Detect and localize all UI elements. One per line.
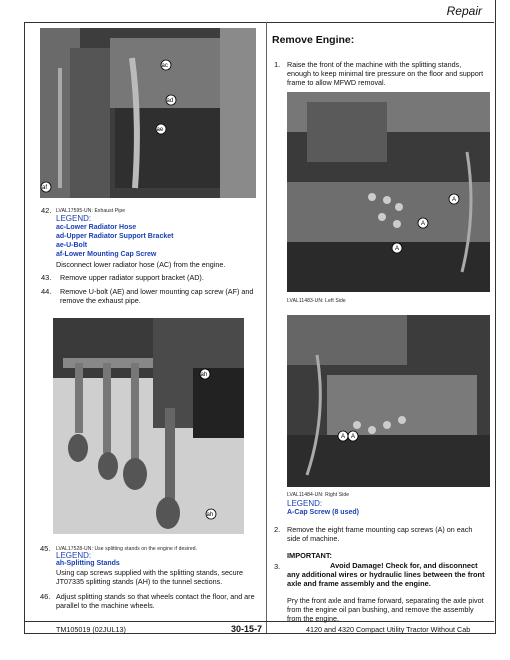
step-2-line2: side of machine.: [287, 534, 340, 543]
step-1-line1: Raise the front of the machine with the splitting stands,: [287, 60, 462, 69]
photo-4-caption: LVAL11484-UN: Right Side: [287, 492, 350, 498]
step-45-caption: LVAL17528-UN: Use splitting stands on the engine if desired.: [56, 546, 198, 552]
step-46-number: 46.: [40, 592, 51, 601]
photo-3-caption: LVAL11483-UN: Left Side: [287, 298, 346, 304]
page-header: [24, 0, 494, 23]
svg-text:A: A: [351, 434, 356, 440]
pry-line1: Pry the front axle and frame forward, separating the axle pivot: [287, 596, 484, 605]
callout-ah-1: [200, 369, 210, 379]
svg-text:ah: ah: [200, 372, 208, 378]
callout-a-5: [348, 431, 358, 441]
legend-item-ah: ah-Splitting Stands: [56, 560, 120, 567]
callout-af: [41, 182, 51, 192]
svg-text:ac: ac: [161, 63, 168, 69]
step-45-legend-title: LEGEND:: [56, 551, 92, 560]
legend-item-ae: ae-U-Bolt: [56, 242, 88, 249]
step-42-number: 42.: [41, 206, 52, 215]
footer-doc-id: TM105019 (02JUL13): [56, 625, 126, 634]
legend-item-a: A-Cap Screw (8 used): [287, 509, 359, 516]
step-3-number: 3.: [274, 562, 281, 571]
step-42-text: Disconnect lower radiator hose (AC) from the engine.: [56, 260, 226, 269]
important-line2: any additional wires or hydraulic lines between the front: [287, 570, 485, 579]
callout-a-1: [449, 194, 459, 204]
step-42-caption: LVAL17595-UN: Exhaust Pipe: [56, 208, 126, 214]
step-45-number: 45.: [40, 544, 51, 553]
svg-text:ah: ah: [206, 512, 214, 518]
svg-text:A: A: [341, 434, 346, 440]
step-46-text-line2: parallel to the machine wheels.: [56, 601, 155, 610]
right-side-photo: [287, 315, 490, 487]
svg-text:A: A: [421, 221, 426, 227]
step-2-number: 2.: [274, 525, 281, 534]
svg-text:ae: ae: [156, 127, 164, 133]
step-43-text: Remove upper radiator support bracket (AD).: [60, 273, 204, 282]
left-side-photo: [287, 92, 490, 292]
pry-line3: from the engine.: [287, 614, 339, 623]
legend-item-af: af-Lower Mounting Cap Screw: [56, 251, 157, 258]
footer-title: 4120 and 4320 Compact Utility Tractor Without Cab: [306, 625, 471, 634]
step-45-text-line1: Using cap screws supplied with the splitting stands, secure: [56, 568, 243, 577]
svg-text:af: af: [42, 185, 48, 191]
callout-ah-2: [206, 509, 216, 519]
callout-ad: [166, 95, 176, 105]
important-line3: axle and frame assembly and the engine.: [287, 579, 431, 588]
exhaust-pipe-photo: [40, 28, 256, 198]
step-1-line3: frame to allow MFWD removal.: [287, 78, 386, 87]
legend-item-ac: ac-Lower Radiator Hose: [56, 224, 137, 231]
svg-text:A: A: [452, 197, 457, 203]
photo-4-legend-title: LEGEND:: [287, 499, 323, 508]
pry-line2: from the engine oil pan bushing, and remove the assembly: [287, 605, 474, 614]
step-44-text-line1: Remove U-bolt (AE) and lower mounting cap screw (AF) and: [60, 287, 254, 296]
step-42-legend-title: LEGEND:: [56, 214, 92, 223]
callout-a-3: [392, 243, 402, 253]
svg-text:A: A: [395, 246, 400, 252]
step-44-text-line2: remove the exhaust pipe.: [60, 296, 141, 305]
legend-item-ad: ad-Upper Radiator Support Bracket: [56, 233, 174, 240]
step-44-number: 44.: [41, 287, 52, 296]
callout-ae: [156, 124, 166, 134]
callout-a-4: [338, 431, 348, 441]
header-title: Repair: [446, 4, 482, 18]
section-heading: Remove Engine:: [272, 34, 355, 46]
step-45-text-line2: JT07335 splitting stands (AH) to the tunnel sections.: [56, 577, 223, 586]
important-label: IMPORTANT:: [287, 551, 333, 560]
step-2-line1: Remove the eight frame mounting cap screws (A) on each: [287, 525, 473, 534]
step-1-line2: enough to keep minimal tire pressure on the floor and support: [287, 69, 484, 78]
column-divider: [266, 22, 267, 633]
step-1-number: 1.: [274, 60, 281, 69]
callout-ac: [161, 60, 171, 70]
step-43-number: 43.: [41, 273, 52, 282]
splitting-stands-photo: [53, 318, 244, 534]
step-46-text-line1: Adjust splitting stands so that wheels contact the floor, and are: [56, 592, 255, 601]
footer-divider: [24, 621, 494, 622]
svg-text:ad: ad: [166, 98, 174, 104]
callout-a-2: [418, 218, 428, 228]
important-line1: Avoid Damage! Check for, and disconnect: [330, 561, 478, 570]
footer-page-number: 30-15-7: [231, 624, 263, 634]
